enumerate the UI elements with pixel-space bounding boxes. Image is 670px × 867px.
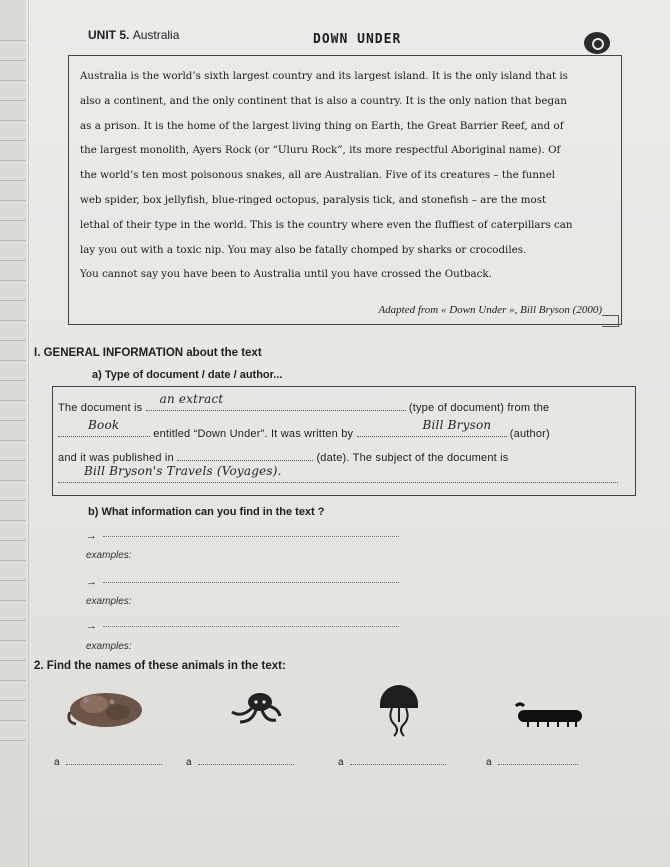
text-line: lethal of their type in the world. This is the country where even the fluffiest of caterpillars can [80, 218, 573, 231]
question-a-line3: and it was published in (date). The subject of the document is [58, 452, 509, 464]
animal-answer-1[interactable]: a [54, 757, 162, 768]
answer-line-1[interactable]: → [86, 530, 406, 542]
book-logo-icon [584, 32, 610, 54]
text-line: Australia is the world’s sixth largest country and its largest island. It is the only island that is [80, 70, 568, 82]
answer-field-date[interactable] [177, 450, 313, 461]
question-a-line4 [58, 464, 618, 486]
text-line: the largest monolith, Ayers Rock (or “Uluru Rock”, its more respectful Aboriginal name). Of [80, 144, 561, 157]
animal-answer-3[interactable]: a [338, 757, 446, 768]
text-source: Adapted from « Down Under », Bill Bryson (2000) [378, 304, 602, 316]
corner-flag-icon [602, 315, 619, 327]
jellyfish-icon [378, 682, 420, 740]
page-title: DOWN UNDER [313, 32, 402, 47]
section1-sub-a: a) Type of document / date / author... [92, 369, 283, 381]
examples-label: examples: [86, 596, 132, 607]
examples-label: examples: [86, 550, 132, 561]
text-line: You cannot say you have been to Australia until you have crossed the Outback. [80, 268, 492, 281]
question-a-line2: Book entitled “Down Under”. It was written by Bill Bryson (author) [58, 426, 550, 440]
text-line: lay you out with a toxic nip. You may also be fatally chomped by sharks or crocodiles. [80, 243, 527, 256]
answer-field-source[interactable]: Book [58, 426, 150, 437]
answer-field-author[interactable]: Bill Bryson [357, 426, 507, 437]
question-a-line1: The document is an extract (type of document) from the [58, 392, 550, 414]
text-line: web spider, box jellyfish, blue-ringed octopus, paralysis tick, and stonefish – are the most [80, 193, 547, 206]
answer-line-2[interactable]: → [86, 576, 406, 588]
section2-heading: 2. Find the names of these animals in the text: [34, 660, 286, 672]
reading-text [80, 64, 608, 287]
answer-field-type[interactable]: an extract [146, 400, 406, 411]
examples-label: examples: [86, 641, 132, 652]
answer-line-3[interactable]: → [86, 620, 406, 632]
section1-heading: I. GENERAL INFORMATION about the text [34, 347, 262, 359]
unit-label: UNIT 5. Australia [88, 28, 180, 42]
answer-field-subject[interactable]: Bill Bryson's Travels (Voyages). [58, 472, 618, 483]
octopus-icon [226, 690, 282, 726]
animal-answer-2[interactable]: a [186, 757, 294, 768]
margin-line [28, 0, 29, 867]
text-line: as a prison. It is the home of the largest living thing on Earth, the Great Barrier Reef, and of [80, 119, 564, 132]
text-line: the world’s ten most poisonous snakes, all are Australian. Five of its creatures – the funnel [80, 169, 556, 182]
unit-subtitle: Australia [132, 28, 180, 42]
stonefish-icon [66, 682, 148, 732]
section1-sub-b: b) What information can you find in the text ? [88, 506, 325, 518]
animal-answer-4[interactable]: a [486, 757, 578, 768]
binding-strip [0, 0, 26, 867]
text-line: also a continent, and the only continent that is also a country. It is the only nation that began [80, 94, 567, 107]
caterpillar-icon [512, 700, 586, 730]
